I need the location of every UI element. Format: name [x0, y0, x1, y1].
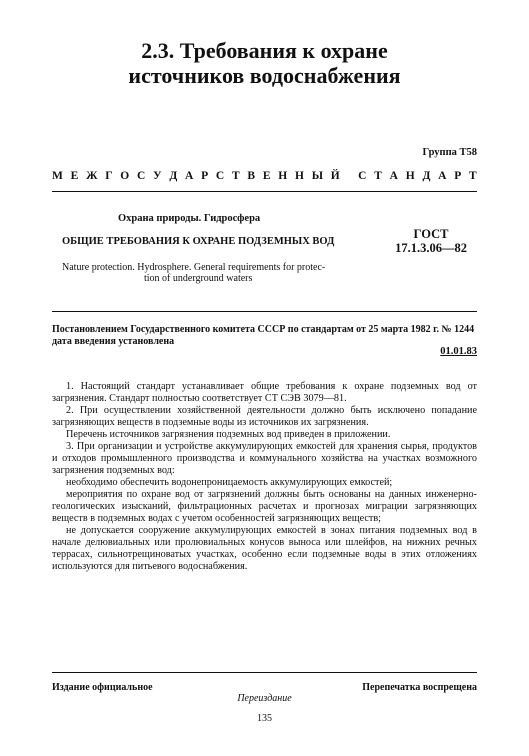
effective-date: 01.01.83	[440, 346, 477, 357]
standard-body	[52, 381, 477, 573]
banner-letter: М	[52, 170, 63, 182]
banner-letter: Н	[405, 170, 415, 182]
paragraph: 3. При организации и устройстве аккумулирующих емкостей для хранения сырья, продуктов и отходов промышленного производства и коммунального хозяйства на участках возможного загрязнения подземных вод:	[52, 441, 477, 476]
standard-subject: Охрана природы. Гидросфера	[118, 213, 261, 224]
banner-letter	[347, 170, 350, 182]
paragraph: 1. Настоящий стандарт устанавливает общие требования к охране подземных вод от загрязнения. Стандарт полностью соответствует СТ СЭВ 3079—81.	[52, 381, 477, 404]
banner-letter: С	[215, 170, 225, 182]
banner-letter: Т	[374, 170, 382, 182]
banner-letter: А	[185, 170, 194, 182]
decree-rule	[52, 311, 477, 312]
banner-letter: Е	[70, 170, 79, 182]
footer-rule	[52, 672, 477, 673]
banner-letter: В	[247, 170, 256, 182]
interstate-standard-banner	[52, 170, 477, 182]
section-title	[0, 38, 529, 88]
official-edition-label: Издание официальное	[52, 682, 153, 693]
reprint-prohibited-label: Перепечатка воспрещена	[362, 682, 477, 693]
banner-letter: Н	[294, 170, 304, 182]
banner-letter: О	[120, 170, 130, 182]
banner-letter: А	[389, 170, 398, 182]
banner-letter: Е	[262, 170, 271, 182]
banner-letter: А	[438, 170, 447, 182]
paragraph: мероприятия по охране вод от загрязнений должны быть основаны на данных инженерно-геологических изысканий, фильтрационных расчетах и прогнозах миграции загрязняющих веществ в подземных водах с учетом особенностей загрязняющих веществ;	[52, 489, 477, 524]
header-rule	[52, 191, 477, 192]
banner-letter: Ж	[86, 170, 98, 182]
section-title-line-2: источников водоснабжения	[128, 63, 401, 88]
english-title-line-2: tion of underground waters	[144, 273, 253, 284]
paragraph: 2. При осуществлении хозяйственной деятельности должно быть исключено попадание загрязняющих веществ в подземные воды из источников их загрязнения.	[52, 405, 477, 428]
banner-letter: Н	[278, 170, 288, 182]
page-number: 135	[257, 713, 272, 724]
section-title-line-1: 2.3. Требования к охране	[141, 38, 388, 63]
paragraph: Перечень источников загрязнения подземных вод приведен в приложении.	[66, 429, 391, 440]
gost-number: 17.1.3.06—82	[395, 241, 467, 255]
banner-letter: У	[153, 170, 162, 182]
banner-letter: Й	[330, 170, 340, 182]
group-code: Группа Т58	[422, 147, 477, 158]
english-title	[62, 262, 352, 284]
gost-designation	[385, 227, 477, 255]
banner-letter: Д	[169, 170, 178, 182]
banner-letter: Ы	[311, 170, 323, 182]
banner-letter: Р	[201, 170, 209, 182]
decree-text: Постановлением Государственного комитета СССР по стандартам от 25 марта 1982 г. № 1244 дата введения установлена	[52, 324, 475, 347]
banner-letter: Т	[469, 170, 477, 182]
standard-title: ОБЩИЕ ТРЕБОВАНИЯ К ОХРАНЕ ПОДЗЕМНЫХ ВОД	[62, 236, 335, 247]
banner-letter: Р	[454, 170, 462, 182]
paragraph: необходимо обеспечить водонепроницаемость аккумулирующих емкостей;	[66, 477, 393, 488]
banner-letter: С	[137, 170, 146, 182]
banner-letter: Г	[105, 170, 113, 182]
english-title-line-1: Nature protection. Hydrosphere. General requirements for protec-	[62, 262, 326, 273]
gost-label: ГОСТ	[413, 227, 449, 241]
banner-letter: С	[358, 170, 367, 182]
banner-letter: Д	[422, 170, 431, 182]
paragraph: не допускается сооружение аккумулирующих емкостей в зонах питания подземных вод в начале делювиальных или пролювиальных конусов выноса или шлейфов, на нижних речных террасах, сильнотрещиноватых участках, особенно если подземные воды в этих отложениях используются для питьевого водоснабжения.	[52, 525, 477, 572]
reissue-label: Переиздание	[237, 693, 292, 704]
banner-letter: Т	[231, 170, 240, 182]
